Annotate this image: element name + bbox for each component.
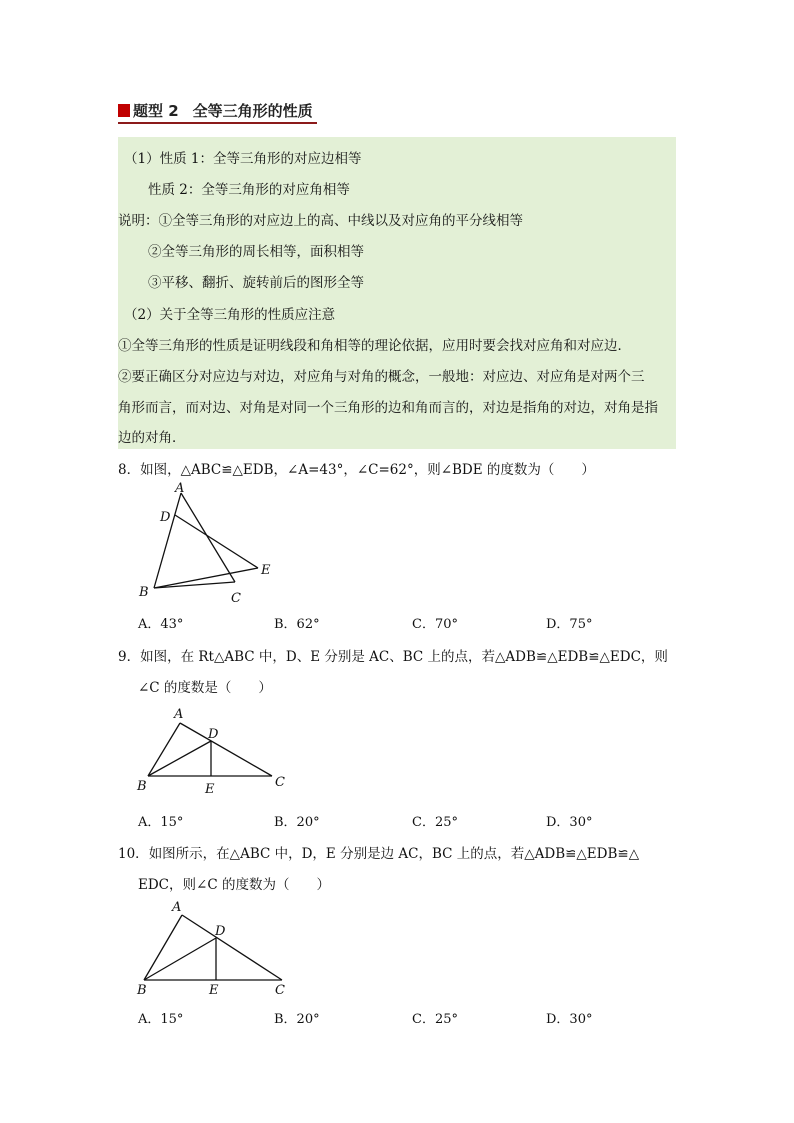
notes-line: 性质 2：全等三角形的对应角相等 <box>148 182 350 198</box>
label-d: D <box>160 510 171 525</box>
notes-line: 说明：①全等三角形的对应边上的高、中线以及对应角的平分线相等 <box>118 213 523 229</box>
segment-ab <box>148 723 180 776</box>
question-10-figure <box>130 897 300 1002</box>
question-text: 如图，在 Rt△ABC 中，D、E 分别是 AC、BC 上的点，若△ADB≌△EDB≌△EDC，则 <box>140 649 668 665</box>
notes-line: （2）关于全等三角形的性质应注意 <box>124 307 336 323</box>
section-heading <box>118 100 313 121</box>
question-text: 如图所示，在△ABC 中，D，E 分别是边 AC，BC 上的点，若△ADB≌△EDB≌△ <box>148 846 640 862</box>
section-number: 题型 2 <box>133 102 179 120</box>
option-c[interactable]: C．25° <box>412 815 458 830</box>
segment-bd <box>144 938 216 980</box>
option-d[interactable]: D．75° <box>546 617 593 632</box>
option-a[interactable]: A．15° <box>138 815 184 830</box>
question-8-figure <box>130 478 290 608</box>
label-d: D <box>215 924 226 939</box>
option-d[interactable]: D．30° <box>546 815 593 830</box>
notes-line: ①全等三角形的性质是证明线段和角相等的理论依据，应用时要会找对应角和对应边． <box>118 338 631 354</box>
label-b: B <box>139 585 149 600</box>
question-9-stem <box>118 645 668 665</box>
option-b[interactable]: B．20° <box>274 1012 320 1027</box>
label-c: C <box>275 983 285 998</box>
label-e: E <box>209 983 219 998</box>
option-a[interactable]: A．15° <box>138 1012 184 1027</box>
option-a[interactable]: A．43° <box>138 617 184 632</box>
segment-de <box>175 515 258 568</box>
option-b[interactable]: B．62° <box>274 617 320 632</box>
option-c[interactable]: C．25° <box>412 1012 458 1027</box>
question-number: 10． <box>118 846 149 862</box>
question-number: 9． <box>118 649 141 665</box>
segment-ac <box>180 723 272 776</box>
question-number: 8． <box>118 462 141 478</box>
notes-line: ②要正确区分对应边与对边，对应角与对角的概念，一般地：对应边、对应角是对两个三 <box>118 369 645 385</box>
question-9-stem-cont: ∠C 的度数是（ ） <box>138 680 272 696</box>
label-a: A <box>172 900 182 915</box>
segment-ab <box>144 915 182 980</box>
label-a: A <box>174 707 184 722</box>
question-9-figure <box>130 703 300 798</box>
question-10-stem <box>118 842 639 862</box>
segment-be <box>154 568 258 588</box>
option-b[interactable]: B．20° <box>274 815 320 830</box>
label-d: D <box>208 727 219 742</box>
section-title: 全等三角形的性质 <box>192 102 313 120</box>
label-e: E <box>261 563 271 578</box>
section-marker-icon <box>118 104 130 117</box>
label-b: B <box>137 779 147 794</box>
notes-line: ②全等三角形的周长相等，面积相等 <box>148 244 364 260</box>
segment-ab <box>154 493 181 588</box>
question-8-stem <box>118 458 595 478</box>
segment-bc <box>154 582 235 588</box>
label-b: B <box>137 983 147 998</box>
notes-line: 角形而言，而对边、对角是对同一个三角形的边和角而言的，对边是指角的对边，对角是指 <box>118 400 658 416</box>
question-text: 如图，△ABC≌△EDB，∠A=43°，∠C=62°，则∠BDE 的度数为（ ） <box>140 462 595 478</box>
notes-line: 边的对角． <box>118 430 186 446</box>
segment-bd <box>148 741 211 776</box>
label-a: A <box>175 481 185 496</box>
notes-box <box>118 137 676 449</box>
label-c: C <box>275 775 285 790</box>
notes-line: ③平移、翻折、旋转前后的图形全等 <box>148 275 364 291</box>
option-d[interactable]: D．30° <box>546 1012 593 1027</box>
notes-line: （1）性质 1：全等三角形的对应边相等 <box>124 151 362 167</box>
label-c: C <box>231 591 241 606</box>
segment-ac <box>181 493 235 582</box>
label-e: E <box>205 782 215 797</box>
heading-underline <box>118 122 317 124</box>
option-c[interactable]: C．70° <box>412 617 458 632</box>
question-10-stem-cont: EDC，则∠C 的度数为（ ） <box>138 877 330 893</box>
segment-ac <box>182 915 282 980</box>
